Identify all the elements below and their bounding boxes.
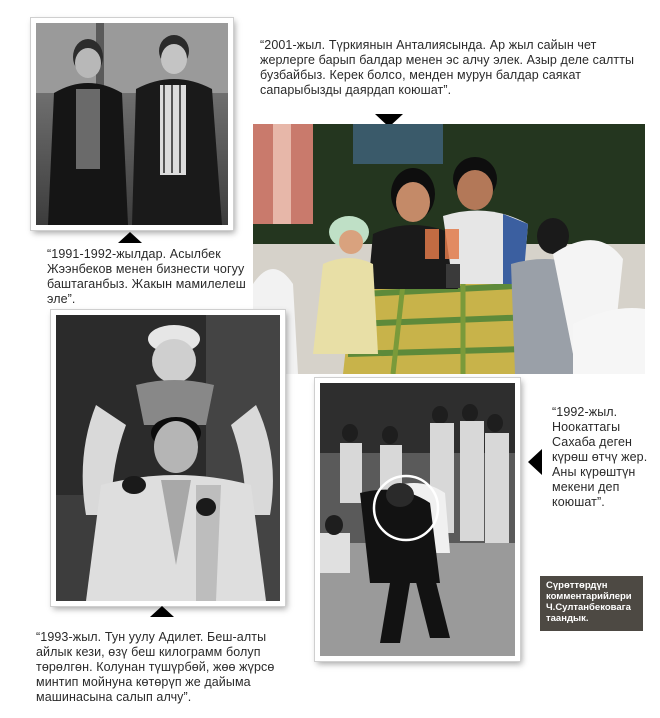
photo-1992-image bbox=[320, 383, 515, 656]
photo-1991 bbox=[31, 18, 233, 230]
pointer-up-1993 bbox=[150, 606, 174, 617]
credit-box: Сүрөттөрдүн комментарийлери Ч.Султанбековага таандык. bbox=[540, 576, 643, 631]
pointer-left-1992 bbox=[528, 449, 542, 475]
photo-1992 bbox=[315, 378, 520, 661]
caption-1992: “1992-жыл. Ноокаттагы Сахаба деген күрөш өтчү жер. Аны күрөштүн мекени деп коюшат”. bbox=[552, 405, 648, 509]
photo-2001 bbox=[253, 124, 645, 374]
photo-1993 bbox=[51, 310, 285, 606]
photo-1991-image bbox=[36, 23, 228, 225]
photo-2001-image bbox=[253, 124, 645, 374]
pointer-up-1991 bbox=[118, 232, 142, 243]
caption-2001: “2001-жыл. Түркиянын Анталиясында. Ар жыл сайын чет жерлерге барып балдар менен эс алчу элек. Азыр деле салтты бузбайбыз. Керек болсо, менден мурун балдар саякат сапарыбызды даярдап коюшат”. bbox=[260, 38, 635, 97]
caption-1993: “1993-жыл. Тун уулу Адилет. Беш-алты айлык кези, өзү беш килограмм болуп төрөлгөн. Колунан түшүрбөй, жөө жүрсө минтип мойнуна көтөрүп же дайыма машинасына салып алчу”. bbox=[36, 630, 275, 704]
photo-1993-image bbox=[56, 315, 280, 601]
caption-1991: “1991-1992-жылдар. Асылбек Жээнбеков менен бизнести чогуу баштаганбыз. Жакын мамилелеш эле”. bbox=[47, 247, 246, 306]
